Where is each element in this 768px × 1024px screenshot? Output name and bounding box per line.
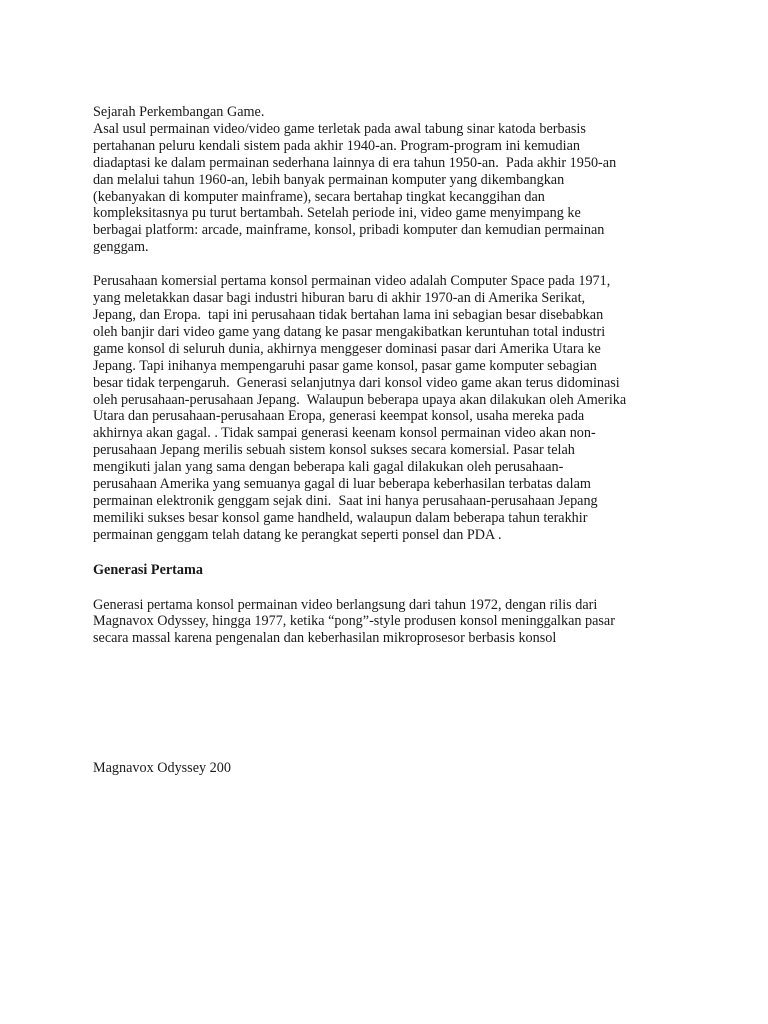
text-line: Generasi pertama konsol permainan video berlangsung dari tahun 1972, dengan rilis dari — [93, 596, 598, 613]
paragraph-spacer — [93, 256, 681, 273]
text-line: berbagai platform: arcade, mainframe, konsol, pribadi komputer dan kemudian permainan — [93, 222, 605, 239]
document-body — [93, 104, 681, 647]
paragraph-spacer — [93, 579, 681, 597]
text-line: oleh perusahaan-perusahaan Jepang. Walaupun beberapa upaya akan dilakukan oleh Amerika — [93, 391, 627, 408]
text-line: mengikuti jalan yang sama dengan beberapa kali gagal dilakukan oleh perusahaan- — [93, 459, 564, 476]
text-line: besar tidak terpengaruh. Generasi selanjutnya dari konsol video game akan terus didominasi — [93, 374, 620, 391]
text-line: diadaptasi ke dalam permainan sederhana lainnya di era tahun 1950-an. Pada akhir 1950-an — [93, 154, 617, 171]
text-line: perusahaan Jepang merilis sebuah sistem konsol sukses secara komersial. Pasar telah — [93, 442, 575, 459]
text-line: Utara dan perusahaan-perusahaan Eropa, generasi keempat konsol, usaha mereka pada — [93, 408, 585, 425]
text-line: Perusahaan komersial pertama konsol permainan video adalah Computer Space pada 1971, — [93, 273, 611, 290]
text-line: genggam. — [93, 239, 149, 256]
text-line: Magnavox Odyssey, hingga 1977, ketika “pong”-style produsen konsol meninggalkan pasar — [93, 613, 615, 630]
text-line: kompleksitasnya pu turut bertambah. Setelah periode ini, video game menyimpang ke — [93, 205, 581, 222]
paragraph-commercial — [93, 273, 681, 544]
text-line: dan melalui tahun 1960-an, lebih banyak permainan komputer yang dikembangkan — [93, 171, 565, 188]
text-line: oleh banjir dari video game yang datang ke pasar mengakibatkan keruntuhan total industri — [93, 323, 606, 340]
text-line: game konsol di seluruh dunia, akhirnya menggeser dominasi pasar dari Amerika Utara ke — [93, 340, 601, 357]
paragraph-first-generation — [93, 597, 681, 648]
text-line: yang meletakkan dasar bagi industri hiburan baru di akhir 1970-an di Amerika Serikat, — [93, 290, 586, 307]
section-heading: Generasi Pertama — [93, 561, 203, 578]
text-line: secara massal karena pengenalan dan keberhasilan mikroprosesor berbasis konsol — [93, 630, 557, 647]
text-line: permainan genggam telah datang ke perangkat seperti ponsel dan PDA . — [93, 526, 502, 543]
text-line: permainan elektronik genggam sejak dini. Saat ini hanya perusahaan-perusahaan Jepang — [93, 492, 598, 509]
text-line: Jepang. Tapi inihanya mempengaruhi pasar game konsol, pasar game komputer sebagian — [93, 357, 597, 374]
paragraph-origins — [93, 121, 681, 256]
text-line: pertahanan peluru kendali sistem pada akhir 1940-an. Program-program ini kemudian — [93, 137, 580, 154]
document-title: Sejarah Perkembangan Game. — [93, 104, 265, 120]
text-line: akhirnya akan gagal. . Tidak sampai generasi keenam konsol permainan video akan non- — [93, 425, 596, 442]
text-line: (kebanyakan di komputer mainframe), secara bertahap tingkat kecanggihan dan — [93, 188, 545, 205]
figure-caption-block — [93, 760, 231, 777]
text-line: Asal usul permainan video/video game terletak pada awal tabung sinar katoda berbasis — [93, 120, 586, 137]
figure-caption: Magnavox Odyssey 200 — [93, 760, 231, 776]
text-line: memiliki sukses besar konsol game handheld, walaupun dalam beberapa tahun terakhir — [93, 509, 588, 526]
paragraph-spacer — [93, 544, 681, 562]
text-line: Jepang, dan Eropa. tapi ini perusahaan tidak bertahan lama ini sebagian besar disebabkan — [93, 306, 604, 323]
text-line: perusahaan Amerika yang semuanya gagal di luar beberapa keberhasilan terbatas dalam — [93, 476, 591, 493]
